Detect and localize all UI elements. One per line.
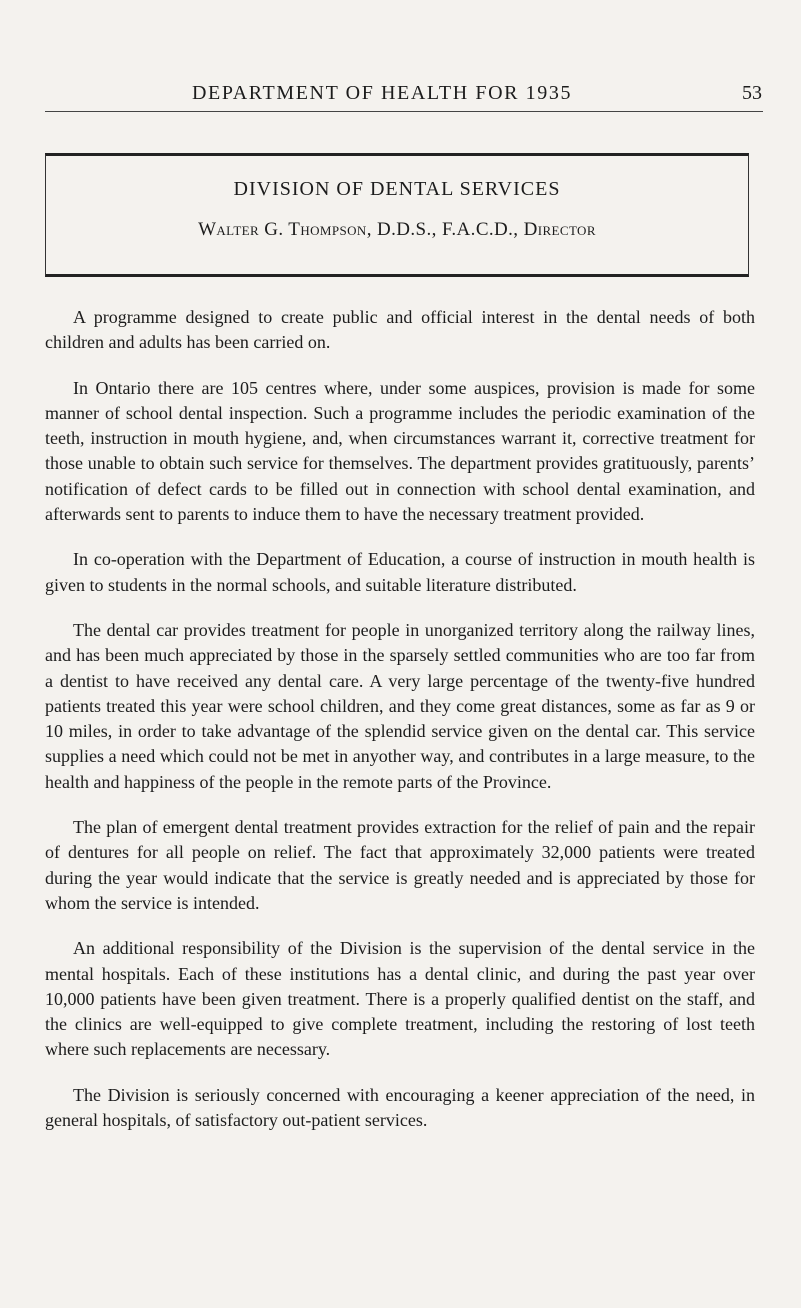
paragraph: The dental car provides treatment for people in unorganized territory along the railway lines, and has been much appreciated by those in the sparsely settled communities who are too far from a dentist to have received any dental care. A very large percentage of the twenty-five hundred patients treated this year were school children, and they come great distances, some as far as 9 or 10 miles, in order to take advantage of the splendid service given on the dental car. This service supplies a need which could not be met in anyother way, and contributes in a large measure, to the health and happiness of the people in the remote parts of the Province.	[45, 619, 755, 792]
division-heading-box	[45, 153, 749, 277]
paragraph: The plan of emergent dental treatment provides extraction for the relief of pain and the repair of dentures for all people on relief. The fact that approximately 32,000 patients were treated during the year would indicate that the service is greatly needed and is appreciated by those for whom the service is intended.	[45, 817, 755, 913]
paragraph: An additional responsibility of the Division is the supervision of the dental service in the mental hospitals. Each of these institutions has a dental clinic, and during the past year over 10,000 patients have been given treatment. There is a properly qualified dentist on the staff, and the clinics are well-equipped to give complete treatment, including the restoring of lost teeth where such replacements are necessary.	[45, 938, 755, 1060]
body-text	[45, 305, 755, 1153]
page-number: 53	[742, 82, 762, 104]
director-line: Walter G. Thompson, D.D.S., F.A.C.D., Director	[198, 219, 596, 240]
paragraph: In co-operation with the Department of Education, a course of instruction in mouth health is given to students in the normal schools, and suitable literature distributed.	[45, 549, 755, 595]
running-title: DEPARTMENT OF HEALTH FOR 1935	[192, 82, 573, 104]
paragraph: The Division is seriously concerned with encouraging a keener appreciation of the need, in general hospitals, of satisfactory out-patient services.	[45, 1084, 755, 1131]
header-rule	[45, 111, 763, 112]
paragraph: A programme designed to create public and official interest in the dental needs of both children and adults has been carried on.	[45, 307, 755, 353]
running-head	[0, 82, 801, 112]
paragraph: In Ontario there are 105 centres where, under some auspices, provision is made for some manner of school dental inspection. Such a programme includes the periodic examination of the teeth, instruction in mouth hygiene, and, when circumstances warrant it, corrective treatment for those unable to obtain such service for themselves. The department provides gratituously, parents’ notification of defect cards to be filled out in connection with school dental examination, and afterwards sent to parents to induce them to have the necessary treatment provided.	[45, 377, 755, 525]
division-title: DIVISION OF DENTAL SERVICES	[233, 178, 561, 200]
